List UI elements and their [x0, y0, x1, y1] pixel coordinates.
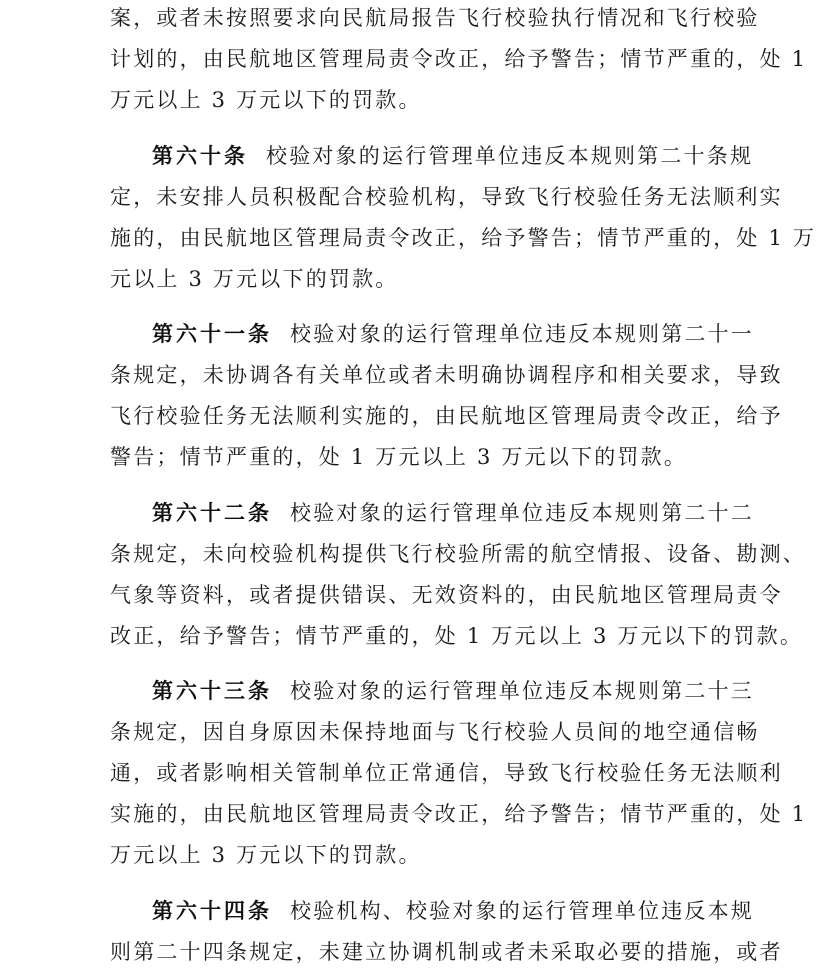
text-line: 则第二十四条规定，未建立协调机制或者未采取必要的措施，或者 — [110, 939, 783, 964]
text-line: 万元以上 3 万元以下的罚款。 — [110, 843, 422, 867]
text-line: 校验对象的运行管理单位违反本规则第二十条规 — [266, 143, 754, 168]
article-heading: 第六十三条 — [152, 679, 272, 703]
text-line: 计划的，由民航地区管理局责令改正，给予警告；情节严重的，处 1 — [110, 47, 808, 71]
text-line: 条规定，因自身原因未保持地面与飞行校验人员间的地空通信畅 — [110, 720, 760, 744]
paragraph-continuation — [110, 0, 808, 121]
article-63 — [110, 671, 808, 876]
article-heading: 第六十一条 — [152, 322, 272, 346]
article-60 — [110, 136, 817, 300]
text-line: 定，未安排人员积极配合校验机构，导致飞行校验任务无法顺利实 — [110, 184, 783, 209]
text-line: 条规定，未向校验机构提供飞行校验所需的航空情报、设备、勘测、 — [110, 541, 806, 566]
text-line: 实施的，由民航地区管理局责令改正，给予警告；情节严重的，处 1 — [110, 802, 808, 826]
article-heading: 第六十条 — [152, 143, 248, 168]
text-line: 条规定，未协调各有关单位或者未明确协调程序和相关要求，导致 — [110, 363, 783, 387]
text-line: 校验机构、校验对象的运行管理单位违反本规 — [290, 898, 754, 923]
text-line: 改正，给予警告；情节严重的，处 1 万元以上 3 万元以下的罚款。 — [110, 623, 804, 648]
article-61 — [110, 314, 783, 478]
text-line: 校验对象的运行管理单位违反本规则第二十三 — [290, 679, 754, 703]
text-line: 飞行校验任务无法顺利实施的，由民航地区管理局责令改正，给予 — [110, 404, 783, 428]
article-heading: 第六十二条 — [152, 500, 272, 525]
text-line: 警告；情节严重的，处 1 万元以上 3 万元以下的罚款。 — [110, 445, 688, 469]
text-line: 元以上 3 万元以下的罚款。 — [110, 266, 399, 291]
article-64 — [110, 891, 783, 973]
text-line: 万元以上 3 万元以下的罚款。 — [110, 88, 422, 112]
text-line: 校验对象的运行管理单位违反本规则第二十二 — [290, 500, 754, 525]
article-heading: 第六十四条 — [152, 898, 272, 923]
text-line: 气象等资料，或者提供错误、无效资料的，由民航地区管理局责令 — [110, 582, 783, 607]
article-62 — [110, 493, 806, 657]
text-line: 校验对象的运行管理单位违反本规则第二十一 — [290, 322, 754, 346]
text-line: 通，或者影响相关管制单位正常通信，导致飞行校验任务无法顺利 — [110, 761, 783, 785]
text-line: 施的，由民航地区管理局责令改正，给予警告；情节严重的，处 1 万 — [110, 225, 817, 250]
text-line: 案，或者未按照要求向民航局报告飞行校验执行情况和飞行校验 — [110, 6, 760, 30]
